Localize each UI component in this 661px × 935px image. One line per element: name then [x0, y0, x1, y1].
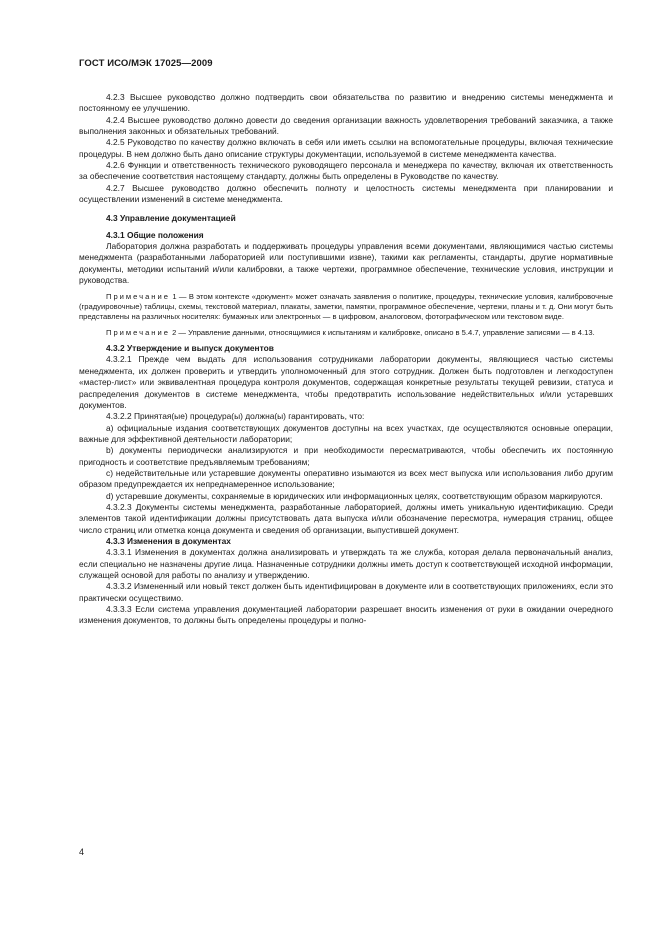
paragraph-4-3-3-2: 4.3.3.2 Измененный или новый текст должен быть идентифицирован в документе или в соответствующих приложениях, если это практически осуществимо. [79, 581, 613, 603]
section-heading-4-3-2: 4.3.2 Утверждение и выпуск документов [106, 343, 274, 354]
paragraph-4-2-4: 4.2.4 Высшее руководство должно довести до сведения организации важность удовлетворения требований заказчика, а также выполнения законных и обязательных требований. [79, 114, 613, 137]
document-body [79, 92, 613, 627]
note-2-label: Примечание [106, 327, 170, 337]
section-heading-4-3-1: 4.3.1 Общие положения [106, 229, 204, 240]
list-item-c: c) недействительные или устаревшие документы оперативно изымаются из всех мест выпуска или использования либо другим образом предупреждается их непреднамеренное использование; [79, 467, 613, 490]
paragraph-4-3-3-3: 4.3.3.3 Если система управления документацией лаборатории разрешает вносить изменения от руки в ожидании очередного изменения документов, то должны быть определены процедуры и полно- [79, 604, 613, 626]
paragraph-4-2-3: 4.2.3 Высшее руководство должно подтвердить свои обязательства по развитию и внедрению системы менеджмента и постоянному ее улучшению. [79, 92, 613, 114]
note-1 [79, 292, 613, 323]
list-item-d: d) устаревшие документы, сохраняемые в юридических или информационных целях, соответствующим образом маркируются. [106, 490, 603, 501]
paragraph-4-3-2-1: 4.3.2.1 Прежде чем выдать для использования сотрудниками лаборатории документы, являющиеся частью системы менеджмента, их должен проверить и утвердить уполномоченный для этого сотрудник. Должен быть подготовлен и легкодоступен «мастер-лист» или эквивалентная процедура контроля документов, содержащая конкретные результаты текущей ревизии, статуса и распределения документов в системе менеджмента, чтобы предотвратить использование недействительных и/или устаревших документов. [79, 354, 613, 410]
page-number: 4 [79, 847, 85, 857]
paragraph-4-3-1: Лаборатория должна разработать и поддерживать процедуры управления всеми документами, являющимися частью системы менеджмента (разработанными лабораторией или поступившими извне), такими как регламенты, стандарты, другие нормативные документы, методики испытаний и/или калибровки, а также чертежи, программное обеспечение, технические условия, инструкции и руководства. [79, 241, 613, 286]
note-2-text: 2 — Управление данными, относящимися к испытаниям и калибровке, описано в 5.4.7, управление записями — в 4.13. [172, 327, 595, 337]
note-1-label: Примечание [106, 291, 170, 301]
section-heading-4-3: 4.3 Управление документацией [106, 213, 236, 224]
paragraph-4-3-2-2: 4.3.2.2 Принятая(ые) процедура(ы) должна(ы) гарантировать, что: [106, 411, 365, 422]
note-2 [79, 328, 613, 338]
note-1-text: 1 — В этом контексте «документ» может означать заявления о политике, процедуры, технические условия, калибровочные (градуировочные) таблицы, схемы, текстовой материал, плакаты, заметки, памятки, программное обеспечение, чертежи, планы и т. д. Они могут быть представлены на различных носителях: бумажных или электронных — в цифровом, аналоговом, фотографическом или текстовом виде. [79, 291, 613, 322]
list-item-a: a) официальные издания соответствующих документов доступны на всех участках, где осуществляются основные операции, важные для эффективной деятельности лаборатории; [79, 422, 613, 444]
paragraph-4-3-2-3: 4.3.2.3 Документы системы менеджмента, разработанные лабораторией, должны иметь уникальную идентификацию. Среди элементов такой идентификации должны присутствовать дата выпуска и/или обозначение пересмотра, нумерация страниц, общее число страниц или отметка конца документа и сведения об организации, выпустившей документ. [79, 501, 613, 535]
paragraph-4-3-3-1: 4.3.3.1 Изменения в документах должна анализировать и утверждать та же служба, которая делала первоначальный анализ, если специально не назначены другие лица. Назначенные сотрудники должны иметь доступ к соответствующей исходной информации, служащей основой для работы по анализу и утверждению. [79, 547, 613, 580]
paragraph-4-2-7: 4.2.7 Высшее руководство должно обеспечить полноту и целостность системы менеджмента при планировании и осуществлении изменений в системе менеджмента. [79, 182, 613, 205]
paragraph-4-2-5: 4.2.5 Руководство по качеству должно включать в себя или иметь ссылки на вспомогательные процедуры, включая технические процедуры. В нем должно быть дано описание структуры документации, используемой в системе менеджмента качества. [79, 137, 613, 159]
document-header: ГОСТ ИСО/МЭК 17025—2009 [79, 58, 213, 69]
spacer [79, 205, 613, 213]
list-item-b: b) документы периодически анализируются и при необходимости пересматриваются, чтобы обеспечить их постоянную пригодность и соответствие предъявляемым требованиям; [79, 445, 613, 467]
section-heading-4-3-3: 4.3.3 Изменения в документах [106, 535, 231, 546]
paragraph-4-2-6: 4.2.6 Функции и ответственность технического руководящего персонала и менеджера по качеству, включая их ответственность за обеспечение соответствия настоящему стандарту, должны быть определены в Руководстве по качеству. [79, 160, 613, 182]
